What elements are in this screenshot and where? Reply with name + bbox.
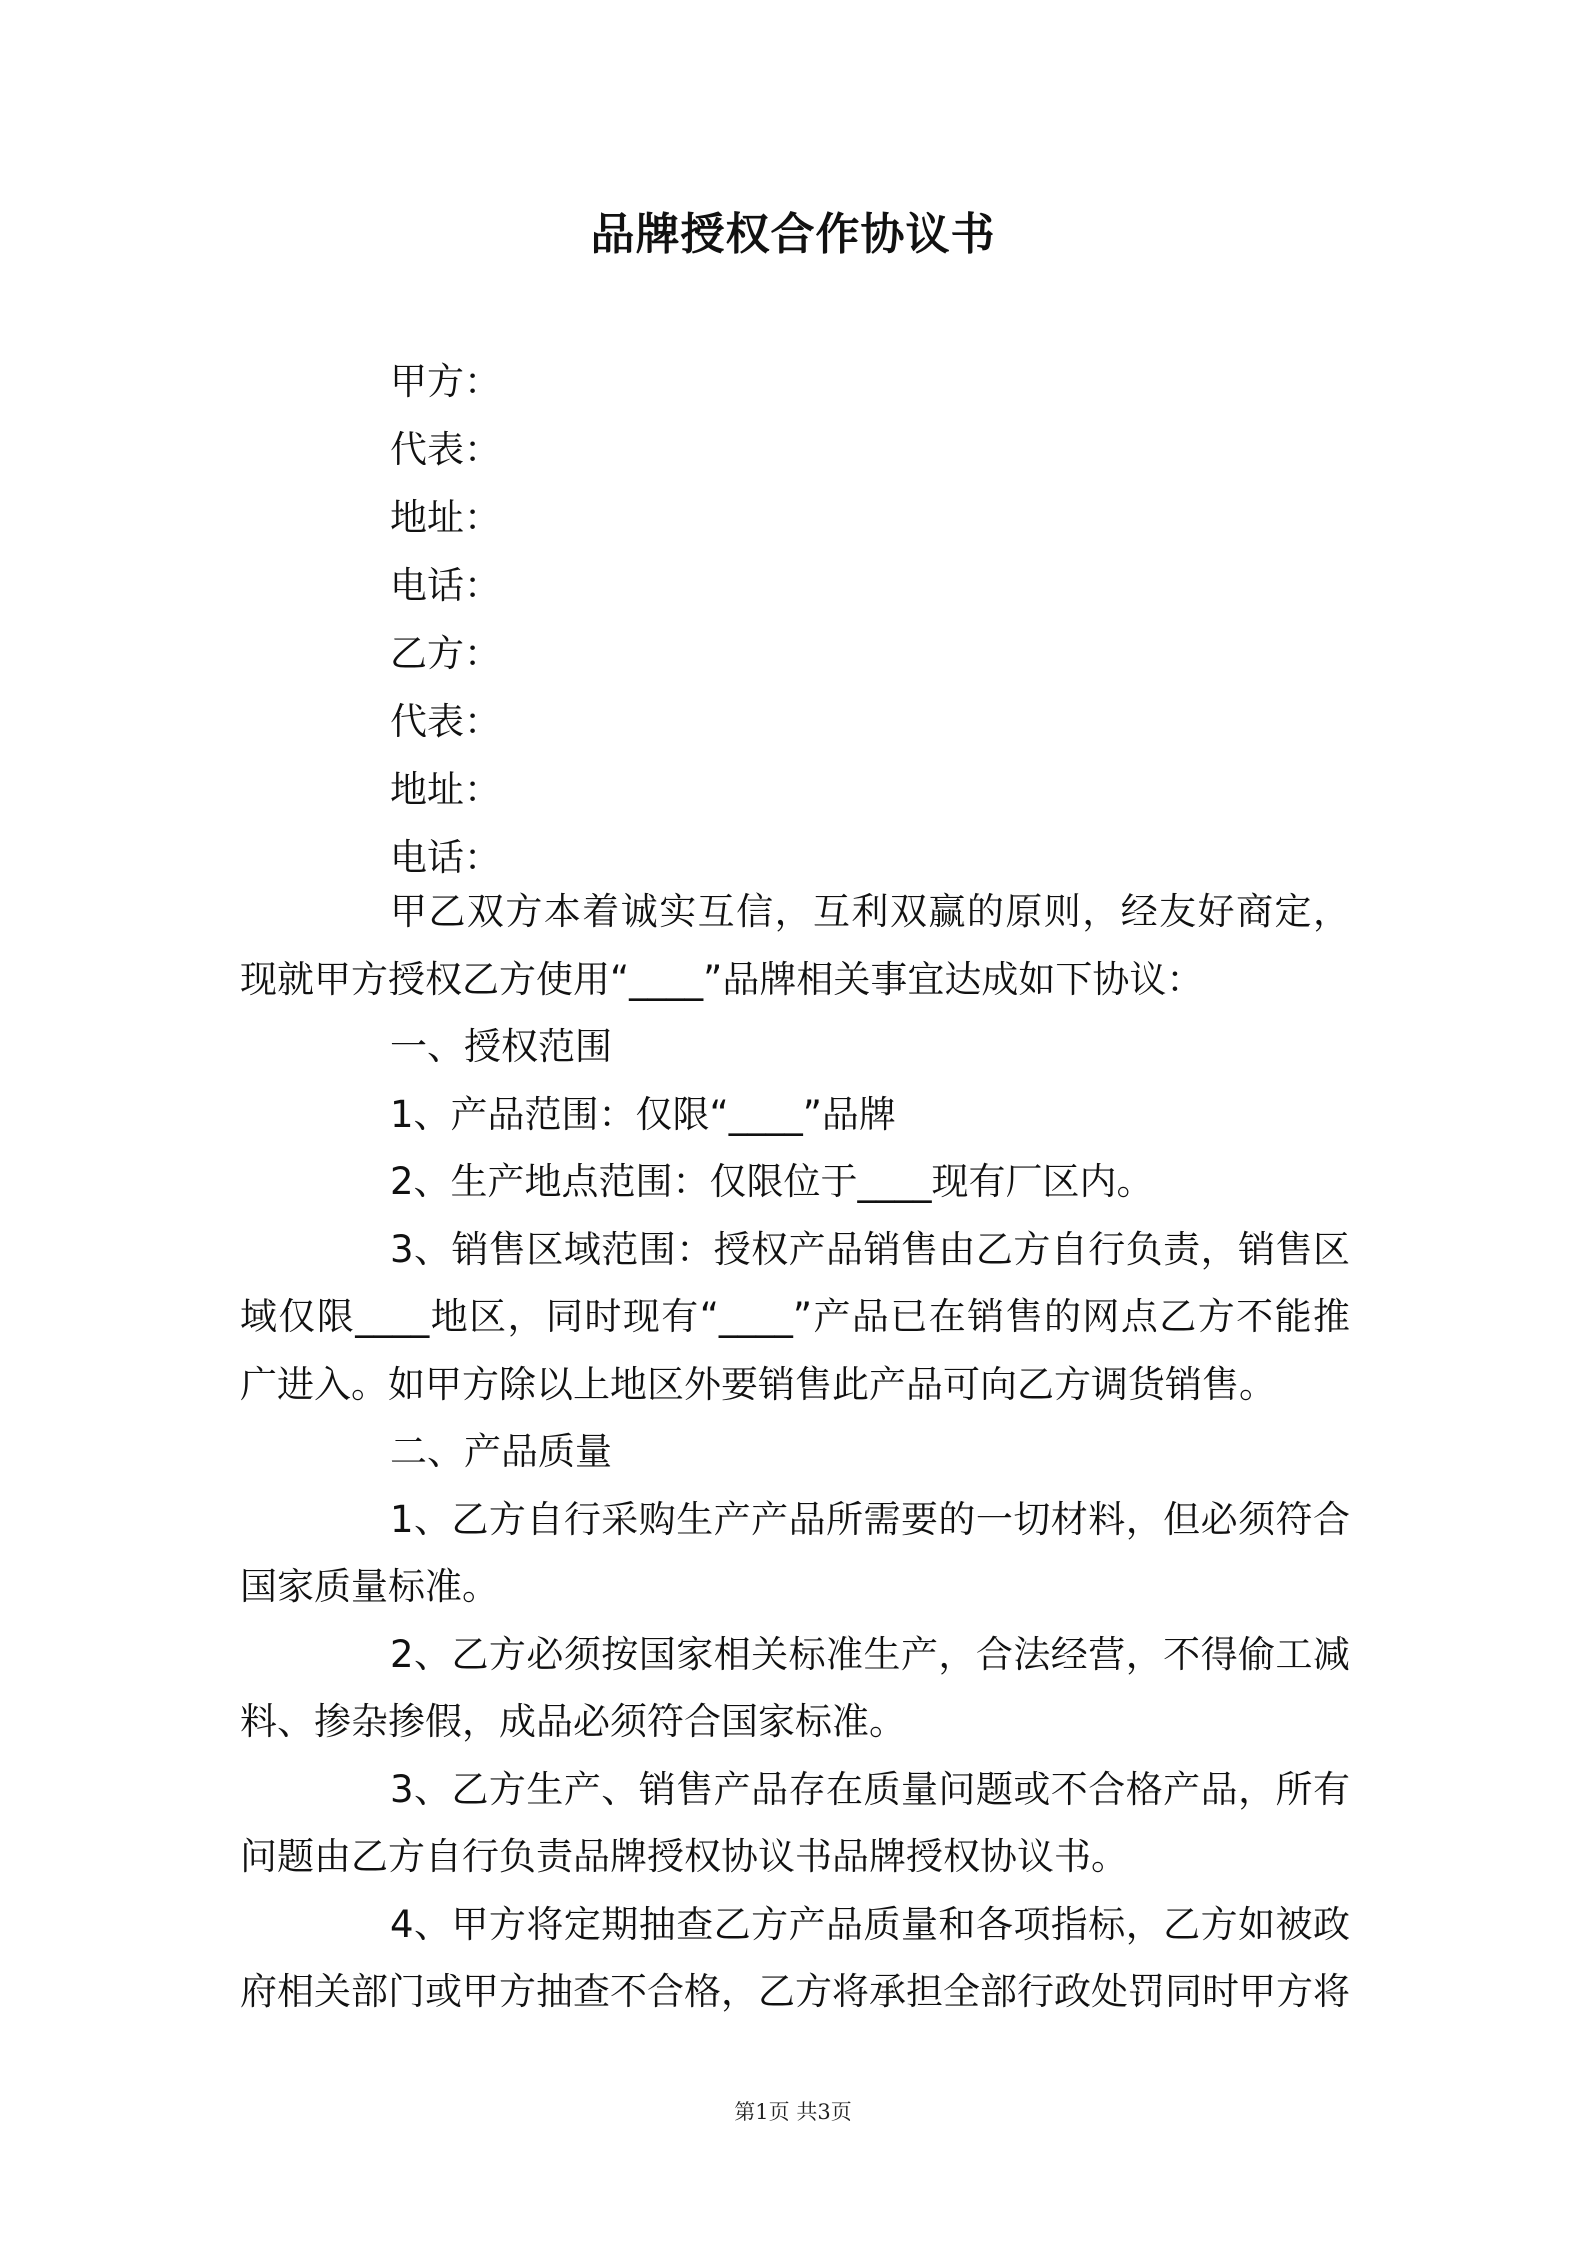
clause-production-standards: 2、乙方必须按国家相关标准生产，合法经营，不得偷工减料、掺杂掺假，成品必须符合国家标准。 bbox=[240, 1632, 1350, 1743]
party-a-label: 甲方： bbox=[390, 360, 501, 403]
document-title: 品牌授权合作协议书 bbox=[590, 209, 996, 260]
preamble-paragraph: 甲乙双方本着诚实互信，互利双赢的原则，经友好商定，现就甲方授权乙方使用“____”品牌相关事宜达成如下协议： bbox=[240, 890, 1350, 1001]
party-b-label: 乙方： bbox=[390, 632, 501, 675]
clause-sales-region: 3、销售区域范围：授权产品销售由乙方自行负责，销售区域仅限____地区，同时现有“____”产品已在销售的网点乙方不能推广进入。如甲方除以上地区外要销售此产品可向乙方调货销售。 bbox=[240, 1227, 1350, 1406]
party-b-address-label: 地址： bbox=[390, 768, 501, 811]
clause-quality-inspection: 4、甲方将定期抽查乙方产品质量和各项指标，乙方如被政府相关部门或甲方抽查不合格，乙方将承担全部行政处罚同时甲方将 bbox=[240, 1902, 1350, 2013]
clause-product-scope: 1、产品范围：仅限“____”品牌 bbox=[390, 1092, 896, 1136]
agreement-body bbox=[240, 878, 1350, 2026]
clause-materials: 1、乙方自行采购生产产品所需要的一切材料，但必须符合国家质量标准。 bbox=[240, 1497, 1350, 1608]
party-a-representative-label: 代表： bbox=[390, 428, 501, 471]
section-heading-authorization-scope: 一、授权范围 bbox=[390, 1025, 612, 1068]
party-b-phone-label: 电话： bbox=[390, 836, 501, 879]
clause-quality-responsibility: 3、乙方生产、销售产品存在质量问题或不合格产品，所有问题由乙方自行负责品牌授权协议书品牌授权协议书。 bbox=[240, 1767, 1350, 1878]
party-a-phone-label: 电话： bbox=[390, 564, 501, 607]
page-number-footer: 第1页 共3页 bbox=[734, 2100, 852, 2124]
party-info-block bbox=[390, 348, 1190, 892]
clause-production-location: 2、生产地点范围：仅限位于____现有厂区内。 bbox=[390, 1160, 1154, 1203]
party-b-representative-label: 代表： bbox=[390, 700, 501, 743]
party-a-address-label: 地址： bbox=[390, 496, 501, 539]
section-heading-product-quality: 二、产品质量 bbox=[390, 1430, 612, 1473]
